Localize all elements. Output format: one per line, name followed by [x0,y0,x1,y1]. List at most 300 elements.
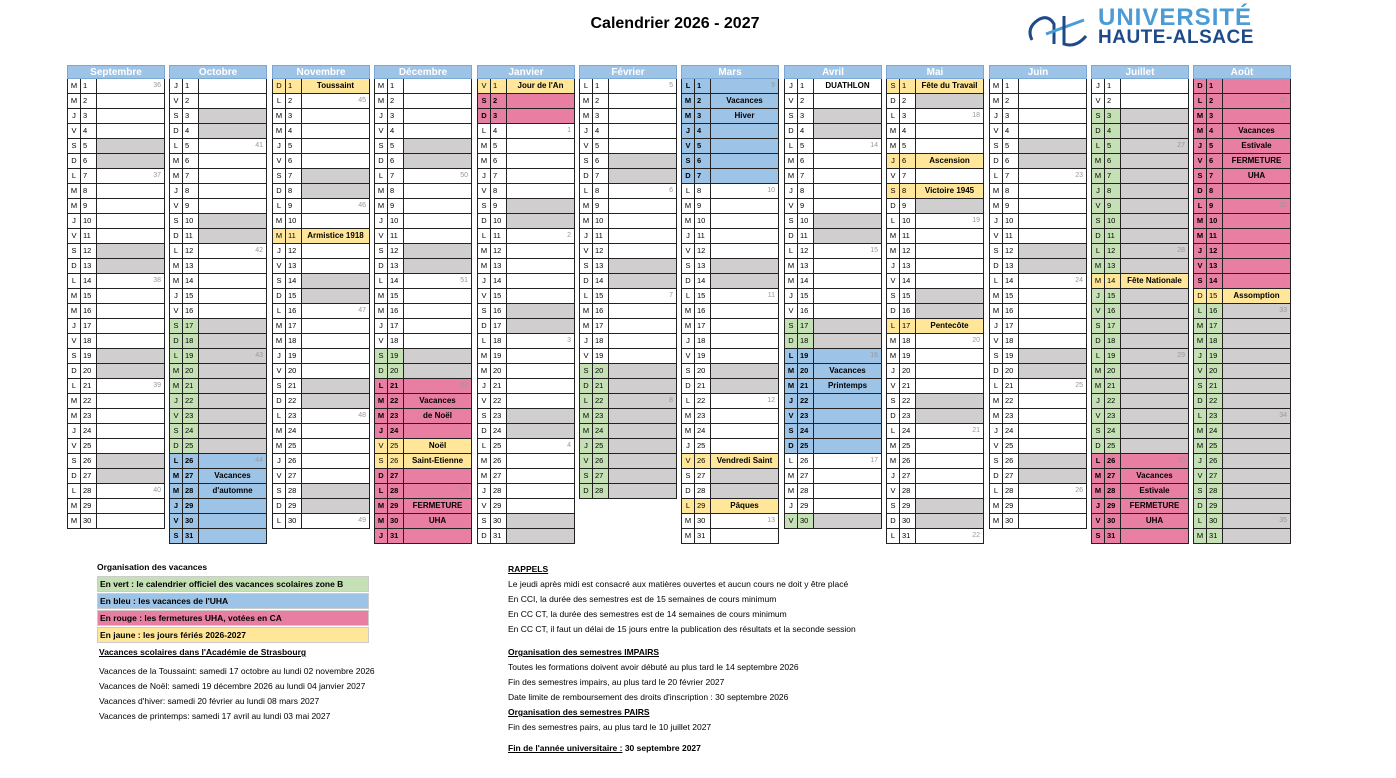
day-row [1193,199,1291,214]
weekday-letter: J [273,139,286,153]
day-number: 4 [1207,124,1223,138]
weekday-letter: L [170,244,183,258]
day-row [169,394,267,409]
day-row [989,184,1087,199]
day-event [711,79,778,93]
weekday-letter: D [785,334,798,348]
day-event [711,439,778,453]
day-row [1091,169,1189,184]
week-number: 39 [153,382,161,389]
day-row [1193,139,1291,154]
day-event [609,259,676,273]
day-row [272,454,370,469]
weekday-letter: J [1194,349,1207,363]
day-row [784,424,882,439]
day-number: 14 [798,274,814,288]
day-row [989,424,1087,439]
day-number: 14 [1003,274,1019,288]
weekday-letter: V [682,349,695,363]
day-event [1121,229,1188,243]
day-event [711,364,778,378]
weekday-letter: V [68,334,81,348]
day-row [67,409,165,424]
day-event [507,139,574,153]
day-number: 29 [1105,499,1121,513]
day-event [609,169,676,183]
weekday-letter: D [68,364,81,378]
weekday-letter: L [785,244,798,258]
day-row [579,259,677,274]
day-row [169,214,267,229]
day-number: 7 [1105,169,1121,183]
day-number: 6 [286,154,302,168]
day-number: 10 [1105,214,1121,228]
weekday-letter: L [478,439,491,453]
day-number: 21 [1105,379,1121,393]
day-event [814,394,881,408]
weekday-letter: V [1194,364,1207,378]
day-number: 22 [491,394,507,408]
day-event [1223,529,1290,543]
weekday-letter: J [887,364,900,378]
day-number: 22 [1207,394,1223,408]
day-row [681,439,779,454]
day-row [784,319,882,334]
logo-line1: UNIVERSITÉ [1098,4,1253,31]
day-event [1121,109,1188,123]
weekday-letter: D [887,94,900,108]
day-event [609,184,676,198]
day-event [507,274,574,288]
day-number: 9 [695,199,711,213]
day-row [477,109,575,124]
weekday-letter: S [273,379,286,393]
day-number: 28 [695,484,711,498]
day-number: 29 [81,499,97,513]
day-event [916,454,983,468]
weekday-letter: L [68,274,81,288]
day-row [886,454,984,469]
week-number: 12 [767,397,775,404]
day-event [97,409,164,423]
day-event [199,259,266,273]
day-number: 23 [1105,409,1121,423]
day-row [374,289,472,304]
day-number: 3 [593,109,609,123]
day-number: 3 [388,109,404,123]
day-event [814,319,881,333]
week-number: 7 [669,292,673,299]
weekday-letter: D [580,379,593,393]
weekday-letter: M [785,379,798,393]
day-number: 12 [183,244,199,258]
weekday-letter: D [478,109,491,123]
day-number: 4 [593,124,609,138]
day-event [302,169,369,183]
day-row [989,469,1087,484]
day-event [1019,319,1086,333]
weekday-letter: V [375,124,388,138]
day-number: 30 [900,514,916,528]
weekday-letter: V [478,289,491,303]
even-semesters-title: Organisation des semestres PAIRS [508,707,650,717]
weekday-letter: V [1194,154,1207,168]
weekday-letter: V [1092,304,1105,318]
day-row [886,304,984,319]
week-number: 33 [1279,307,1287,314]
day-event [814,169,881,183]
day-event: Assomption [1223,289,1290,303]
day-row [886,199,984,214]
day-event [711,214,778,228]
weekday-letter: M [170,169,183,183]
day-row [374,499,472,514]
day-row [784,244,882,259]
day-row [272,439,370,454]
day-number: 24 [695,424,711,438]
week-number: 25 [1075,382,1083,389]
month-header: Août [1193,65,1291,79]
week-number: 49 [358,517,366,524]
day-number: 14 [491,274,507,288]
weekday-letter: M [375,304,388,318]
weekday-letter: J [170,499,183,513]
day-number: 4 [798,124,814,138]
day-event [199,229,266,243]
day-number: 13 [1003,259,1019,273]
legend-blue: En bleu : les vacances de l'UHA [97,593,369,609]
weekday-letter: L [682,499,695,513]
day-row [1091,139,1189,154]
day-event [1019,109,1086,123]
day-number: 21 [900,379,916,393]
week-number: 18 [972,112,980,119]
week-number: 42 [255,247,263,254]
day-number: 11 [1105,229,1121,243]
weekday-letter: J [580,124,593,138]
day-event: UHA [1223,169,1290,183]
day-row [681,469,779,484]
day-event [814,229,881,243]
day-event [199,379,266,393]
day-number: 15 [491,289,507,303]
weekday-letter: L [478,334,491,348]
weekday-letter: V [1092,409,1105,423]
day-row [681,109,779,124]
week-number: 2 [567,232,571,239]
day-number: 9 [81,199,97,213]
day-number: 13 [900,259,916,273]
day-row [1091,334,1189,349]
day-number: 14 [286,274,302,288]
university-logo [1024,6,1294,50]
day-number: 15 [1003,289,1019,303]
weekday-letter: S [580,154,593,168]
day-number: 7 [388,169,404,183]
day-event [711,199,778,213]
day-row [477,469,575,484]
day-number: 26 [286,454,302,468]
day-event: Vacances [814,364,881,378]
day-number: 22 [1105,394,1121,408]
day-event [609,394,676,408]
day-row [784,379,882,394]
weekday-letter: V [170,304,183,318]
day-event [199,529,266,543]
day-row [579,439,677,454]
day-number: 10 [286,214,302,228]
day-number: 16 [695,304,711,318]
day-row [681,394,779,409]
day-event [1223,469,1290,483]
day-row [989,124,1087,139]
weekday-letter: M [375,394,388,408]
day-row [784,289,882,304]
day-number: 10 [1207,214,1223,228]
day-row [579,334,677,349]
weekday-letter: L [375,169,388,183]
day-row [681,169,779,184]
reminder-line: En CC CT, la durée des semestres est de 14 semaines de cours minimum [508,609,787,619]
day-number: 14 [1105,274,1121,288]
weekday-letter: J [1092,184,1105,198]
day-number: 24 [798,424,814,438]
weekday-letter: J [785,499,798,513]
day-row [886,229,984,244]
weekday-letter: D [580,274,593,288]
day-number: 8 [1207,184,1223,198]
day-event [814,109,881,123]
day-event [404,529,471,543]
day-row [989,214,1087,229]
weekday-letter: D [375,154,388,168]
weekday-letter: J [990,424,1003,438]
day-number: 7 [798,169,814,183]
day-event [814,274,881,288]
weekday-letter: D [785,124,798,138]
day-number: 3 [695,109,711,123]
day-event [404,154,471,168]
day-event [302,184,369,198]
weekday-letter: M [478,154,491,168]
week-number: 20 [972,337,980,344]
day-number: 31 [900,529,916,543]
day-number: 11 [695,229,711,243]
day-number: 9 [491,199,507,213]
week-number: 28 [1177,247,1185,254]
weekday-letter: L [68,484,81,498]
day-event [507,94,574,108]
day-event [1121,424,1188,438]
day-number: 23 [593,409,609,423]
day-number: 22 [798,394,814,408]
day-number: 17 [183,319,199,333]
day-number: 31 [695,529,711,543]
day-number: 4 [183,124,199,138]
weekday-letter: V [990,229,1003,243]
day-event [507,124,574,138]
day-event [814,94,881,108]
month-header: Mai [886,65,984,79]
day-row [1091,349,1189,364]
day-event [1019,124,1086,138]
day-event [814,259,881,273]
day-event [1223,79,1290,93]
day-event [97,244,164,258]
week-number: 3 [567,337,571,344]
odd-semesters-title: Organisation des semestres IMPAIRS [508,647,660,657]
weekday-letter: M [785,469,798,483]
day-event [916,229,983,243]
day-row [784,139,882,154]
day-event [199,289,266,303]
day-event [507,334,574,348]
day-row [272,364,370,379]
day-number: 26 [593,454,609,468]
day-event [97,349,164,363]
day-number: 12 [1207,244,1223,258]
day-event [404,229,471,243]
weekday-letter: J [785,394,798,408]
day-row [1091,199,1189,214]
day-row [374,214,472,229]
day-row [67,229,165,244]
day-row [784,409,882,424]
day-event [507,109,574,123]
day-number: 2 [81,94,97,108]
day-number: 5 [695,139,711,153]
day-number: 7 [286,169,302,183]
day-event [1223,499,1290,513]
day-row [579,394,677,409]
weekday-letter: L [990,274,1003,288]
day-row [579,229,677,244]
weekday-letter: J [1194,139,1207,153]
day-number: 5 [1207,139,1223,153]
day-number: 21 [798,379,814,393]
month-header: Octobre [169,65,267,79]
weekday-letter: M [682,199,695,213]
day-event [404,124,471,138]
weekday-letter: M [68,199,81,213]
day-row [886,469,984,484]
weekday-letter: S [887,79,900,93]
day-event [1019,424,1086,438]
day-number: 26 [491,454,507,468]
day-number: 5 [286,139,302,153]
day-event [199,334,266,348]
weekday-letter: M [1092,169,1105,183]
day-row [579,109,677,124]
holiday-line: Vacances de printemps: samedi 17 avril au lundi 03 mai 2027 [99,711,331,721]
weekday-letter: D [1092,229,1105,243]
day-row [886,394,984,409]
day-event [404,139,471,153]
day-row [989,109,1087,124]
day-row [67,379,165,394]
day-event [199,79,266,93]
day-row [1091,94,1189,109]
weekday-letter: V [785,94,798,108]
day-number: 27 [798,469,814,483]
day-number: 19 [1207,349,1223,363]
weekday-letter: L [273,199,286,213]
uha-logo-icon [1024,10,1094,50]
day-row [374,109,472,124]
day-number: 17 [798,319,814,333]
weekday-letter: S [1194,169,1207,183]
day-number: 14 [900,274,916,288]
weekday-letter: D [68,154,81,168]
day-row [374,199,472,214]
day-event [609,229,676,243]
weekday-letter: D [887,304,900,318]
day-row [681,409,779,424]
weekday-letter: S [1092,529,1105,543]
day-row [169,199,267,214]
day-row [67,304,165,319]
day-row [374,484,472,499]
day-row [272,214,370,229]
weekday-letter: D [887,409,900,423]
day-event [97,139,164,153]
day-number: 29 [183,499,199,513]
day-number: 7 [183,169,199,183]
day-event: DUATHLON [825,81,870,90]
day-event [199,439,266,453]
weekday-letter: M [990,514,1003,528]
day-number: 20 [900,364,916,378]
day-event [404,79,471,93]
day-event [916,379,983,393]
day-number: 18 [900,334,916,348]
day-row [886,244,984,259]
weekday-letter: J [375,109,388,123]
day-event [609,409,676,423]
day-number: 1 [695,79,711,93]
day-row [989,379,1087,394]
day-number: 26 [900,454,916,468]
day-row [477,214,575,229]
day-row [784,184,882,199]
day-row [67,394,165,409]
weekday-letter: M [1092,364,1105,378]
day-number: 9 [593,199,609,213]
day-row [886,169,984,184]
weekday-letter: V [682,454,695,468]
weekday-letter: V [273,154,286,168]
weekday-letter: V [785,304,798,318]
day-event [609,199,676,213]
day-event [916,244,983,258]
day-row [1091,409,1189,424]
day-number: 25 [593,439,609,453]
day-number: 3 [286,109,302,123]
week-number: 45 [358,97,366,104]
weekday-letter: L [990,484,1003,498]
day-event [1223,109,1290,123]
day-number: 4 [491,124,507,138]
weekday-letter: V [990,439,1003,453]
day-number: 13 [286,259,302,273]
day-number: 26 [183,454,199,468]
weekday-letter: M [375,514,388,528]
weekday-letter: J [1194,244,1207,258]
week-number: 22 [972,532,980,539]
day-event [199,199,266,213]
weekday-letter: S [1194,274,1207,288]
weekday-letter: M [682,409,695,423]
